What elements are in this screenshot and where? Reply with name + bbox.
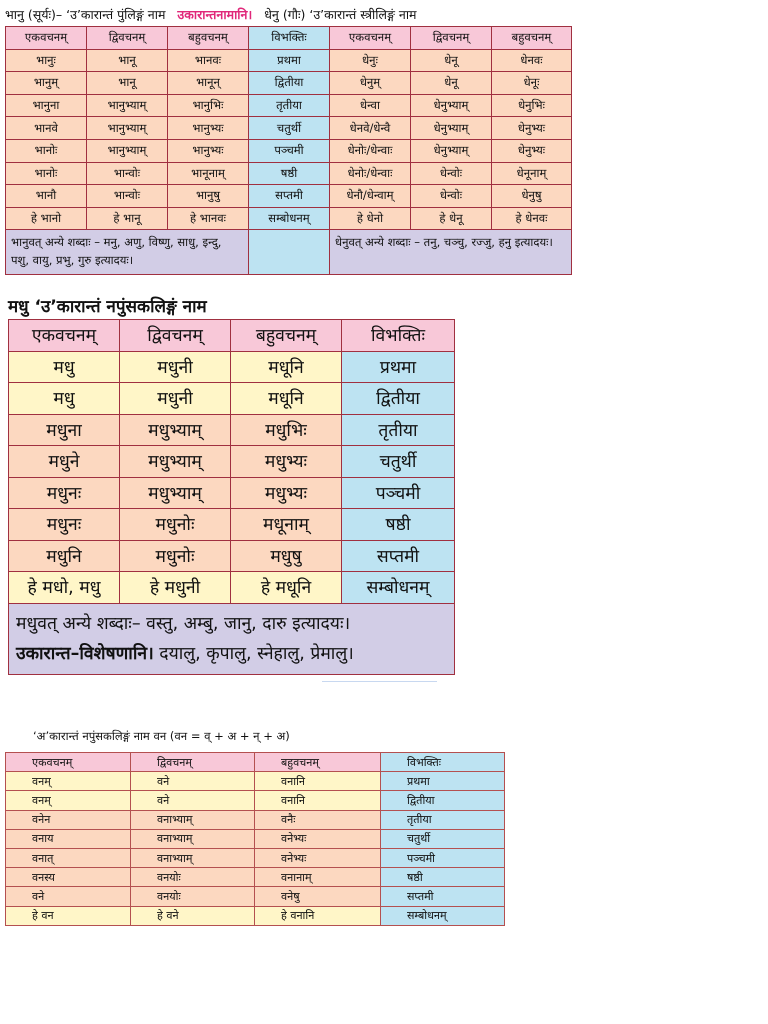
vibhakti-cell: तृतीया [249, 94, 330, 117]
madhu-form-cell: हे मधुनी [120, 572, 231, 604]
madhu-form-cell: मधुने [9, 446, 120, 478]
madhu-form-cell: मधुनोः [120, 509, 231, 541]
vana-form-cell: हे वनानि [255, 906, 381, 925]
dhenu-form-cell: धेनुभ्याम् [411, 139, 492, 162]
vana-form-cell: वनेन [6, 810, 131, 829]
dhenu-form-cell: धेनुभ्याम् [411, 117, 492, 140]
madhu-form-cell: मधुनि [9, 540, 120, 572]
vibhakti-cell: द्वितीया [381, 791, 505, 810]
vibhakti-cell: सम्बोधनम् [249, 207, 330, 230]
madhu-form-cell: मधूनाम् [231, 509, 342, 541]
dhenu-form-cell: धेनुभ्यः [492, 117, 572, 140]
vana-form-cell: वनेभ्यः [255, 848, 381, 867]
vana-form-cell: वनानाम् [255, 868, 381, 887]
table-row [6, 848, 505, 867]
bhanu-form-cell: भानुभ्यः [168, 117, 249, 140]
bhanu-form-cell: भानुभ्याम् [87, 94, 168, 117]
vibhakti-cell: पञ्चमी [342, 477, 455, 509]
vibhakti-cell: तृतीया [342, 414, 455, 446]
table-row [6, 906, 505, 925]
table-row [6, 185, 572, 208]
vana-form-cell: हे वने [131, 906, 255, 925]
header-vibhakti: विभक्तिः [249, 27, 330, 50]
dhenu-form-cell: धेनोः/धेन्वाः [330, 162, 411, 185]
bhanu-form-cell: भानवः [168, 49, 249, 72]
note-line-2 [16, 639, 447, 669]
header-vachana: द्विवचनम् [411, 27, 492, 50]
vana-form-cell: वनाभ्याम् [131, 829, 255, 848]
dhenu-form-cell: धेन्वा [330, 94, 411, 117]
bhanu-form-cell: भानू [87, 72, 168, 95]
madhu-form-cell: मधु [9, 351, 120, 383]
table-row [6, 887, 505, 906]
table-row [9, 572, 455, 604]
section1-title-highlight: उकारान्तनामानि। [177, 7, 253, 22]
vana-form-cell: वने [131, 772, 255, 791]
bhanu-form-cell: भानौ [6, 185, 87, 208]
divider-line [322, 681, 437, 682]
vana-form-cell: वने [131, 791, 255, 810]
dhenu-form-cell: धेनुम् [330, 72, 411, 95]
dhenu-form-cell: धेनोः/धेन्वाः [330, 139, 411, 162]
table-row [9, 351, 455, 383]
table-row [9, 509, 455, 541]
dhenu-form-cell: हे धेनू [411, 207, 492, 230]
table-row [6, 117, 572, 140]
table-row [6, 162, 572, 185]
table-row [6, 139, 572, 162]
table-header-row [6, 753, 505, 772]
vibhakti-cell: षष्ठी [381, 868, 505, 887]
header-vachana: एकवचनम् [330, 27, 411, 50]
vibhakti-cell: सप्तमी [381, 887, 505, 906]
table-row [9, 414, 455, 446]
bhanu-form-cell: हे भानू [87, 207, 168, 230]
vana-form-cell: वनानि [255, 772, 381, 791]
table-row [6, 829, 505, 848]
table-row [6, 207, 572, 230]
bhanu-form-cell: भानोः [6, 162, 87, 185]
dhenu-form-cell: धेनू [411, 49, 492, 72]
header-vachana: बहुवचनम् [231, 320, 342, 352]
header-vachana: एकवचनम् [9, 320, 120, 352]
bhanu-similar-words-note: भानुवत् अन्ये शब्दाः – मनु, अणु, विष्णु, साधु, इन्दु, पशु, वायु, प्रभु, गुरु इत्यादयः। [6, 230, 249, 275]
vibhakti-cell: सम्बोधनम् [381, 906, 505, 925]
bhanu-form-cell: भान्वोः [87, 162, 168, 185]
madhu-form-cell: मधुनः [9, 509, 120, 541]
bhanu-form-cell: भानोः [6, 139, 87, 162]
madhu-declension-table [8, 319, 455, 675]
madhu-form-cell: मधुभ्याम् [120, 446, 231, 478]
header-vibhakti: विभक्तिः [342, 320, 455, 352]
madhu-similar-words-note [9, 603, 455, 674]
bhanu-form-cell: भानूनाम् [168, 162, 249, 185]
dhenu-form-cell: धेनूनाम् [492, 162, 572, 185]
header-vachana: एकवचनम् [6, 753, 131, 772]
vana-form-cell: वनात् [6, 848, 131, 867]
vana-form-cell: वनस्य [6, 868, 131, 887]
vibhakti-cell: चतुर्थी [249, 117, 330, 140]
header-vachana: द्विवचनम् [131, 753, 255, 772]
dhenu-form-cell: धेनू [411, 72, 492, 95]
dhenu-form-cell: धेन्वोः [411, 185, 492, 208]
madhu-form-cell: मधुना [9, 414, 120, 446]
madhu-form-cell: मधूनि [231, 383, 342, 415]
bhanu-form-cell: भानुना [6, 94, 87, 117]
table-row [9, 540, 455, 572]
madhu-form-cell: मधुभिः [231, 414, 342, 446]
madhu-form-cell: मधुनः [9, 477, 120, 509]
table-row [9, 383, 455, 415]
madhu-form-cell: हे मधूनि [231, 572, 342, 604]
vana-form-cell: वनैः [255, 810, 381, 829]
vibhakti-cell: प्रथमा [381, 772, 505, 791]
vibhakti-cell: सप्तमी [342, 540, 455, 572]
dhenu-form-cell: धेनवे/धेन्वै [330, 117, 411, 140]
madhu-form-cell: मधूनि [231, 351, 342, 383]
adjectives-list: दयालु, कृपालु, स्नेहालु, प्रेमालु। [153, 643, 354, 664]
dhenu-form-cell: धेनुभ्यः [492, 139, 572, 162]
table-row [6, 49, 572, 72]
section1-title [5, 6, 417, 23]
table-row [6, 772, 505, 791]
header-vachana: एकवचनम् [6, 27, 87, 50]
madhu-form-cell: मधु [9, 383, 120, 415]
madhu-form-cell: मधुनी [120, 383, 231, 415]
dhenu-form-cell: धेनुभ्याम् [411, 94, 492, 117]
header-vachana: बहुवचनम् [255, 753, 381, 772]
table-row [6, 791, 505, 810]
vana-form-cell: वनम् [6, 772, 131, 791]
vana-form-cell: वनयोः [131, 887, 255, 906]
bhanu-form-cell: भानवे [6, 117, 87, 140]
dhenu-similar-words-note: धेनुवत् अन्ये शब्दाः – तनु, चञ्चु, रज्जु, हनु इत्यादयः। [330, 230, 572, 275]
dhenu-form-cell: धेनुः [330, 49, 411, 72]
madhu-form-cell: मधुभ्याम् [120, 414, 231, 446]
table-header-row [6, 27, 572, 50]
madhu-form-cell: मधुषु [231, 540, 342, 572]
vana-declension-table [5, 752, 505, 926]
dhenu-form-cell: धेनुभिः [492, 94, 572, 117]
vana-form-cell: वनेभ्यः [255, 829, 381, 848]
vibhakti-cell: प्रथमा [249, 49, 330, 72]
table-row [9, 477, 455, 509]
vibhakti-cell: द्वितीया [342, 383, 455, 415]
vibhakti-blank-cell [249, 230, 330, 275]
vana-form-cell: वनम् [6, 791, 131, 810]
vibhakti-cell: प्रथमा [342, 351, 455, 383]
bhanu-form-cell: भानुम् [6, 72, 87, 95]
bhanu-form-cell: भानुभ्यः [168, 139, 249, 162]
bhanu-form-cell: हे भानो [6, 207, 87, 230]
dhenu-form-cell: हे धेनो [330, 207, 411, 230]
bhanu-form-cell: भानुभिः [168, 94, 249, 117]
dhenu-form-cell: धेनौ/धेन्वाम् [330, 185, 411, 208]
dhenu-form-cell: धेनुषु [492, 185, 572, 208]
madhu-form-cell: मधुनोः [120, 540, 231, 572]
section2-title: मधु ‘उ’कारान्तं नपुंसकलिङ्गं नाम [8, 297, 207, 317]
bhanu-form-cell: भान्वोः [87, 185, 168, 208]
adjectives-label: उकारान्त–विशेषणानि। [16, 643, 154, 664]
section3-title: ‘अ’कारान्तं नपुंसकलिङ्गं नाम वन (वन = व् + अ + न् + अ) [33, 729, 290, 743]
vana-form-cell: वनाभ्याम् [131, 810, 255, 829]
vibhakti-cell: सप्तमी [249, 185, 330, 208]
vibhakti-cell: तृतीया [381, 810, 505, 829]
madhu-form-cell: मधुभ्याम् [120, 477, 231, 509]
vibhakti-cell: चतुर्थी [342, 446, 455, 478]
vana-form-cell: वनाभ्याम् [131, 848, 255, 867]
note-row [6, 230, 572, 275]
bhanu-form-cell: भानुभ्याम् [87, 139, 168, 162]
table-row [6, 810, 505, 829]
bhanu-form-cell: भानुः [6, 49, 87, 72]
vibhakti-cell: षष्ठी [342, 509, 455, 541]
vana-form-cell: वनाय [6, 829, 131, 848]
section1-title-part2: धेनु (गौः) ‘उ’कारान्तं स्त्रीलिङ्गं नाम [264, 7, 417, 22]
madhu-form-cell: हे मधो, मधु [9, 572, 120, 604]
header-vibhakti: विभक्तिः [381, 753, 505, 772]
table-row [6, 94, 572, 117]
header-vachana: बहुवचनम् [168, 27, 249, 50]
bhanu-form-cell: भानुषु [168, 185, 249, 208]
header-vachana: बहुवचनम् [492, 27, 572, 50]
bhanu-form-cell: भानुभ्याम् [87, 117, 168, 140]
note-line-1: मधुवत् अन्ये शब्दाः– वस्तु, अम्बु, जानु, दारु इत्यादयः। [16, 613, 351, 634]
bhanu-form-cell: हे भानवः [168, 207, 249, 230]
vibhakti-cell: सम्बोधनम् [342, 572, 455, 604]
vana-form-cell: हे वन [6, 906, 131, 925]
header-vachana: द्विवचनम् [120, 320, 231, 352]
vibhakti-cell: द्वितीया [249, 72, 330, 95]
dhenu-form-cell: हे धेनवः [492, 207, 572, 230]
vibhakti-cell: पञ्चमी [381, 848, 505, 867]
vibhakti-cell: पञ्चमी [249, 139, 330, 162]
bhanu-dhenu-declension-table [5, 26, 572, 275]
table-row [9, 446, 455, 478]
vibhakti-cell: चतुर्थी [381, 829, 505, 848]
vana-form-cell: वनानि [255, 791, 381, 810]
bhanu-form-cell: भानून् [168, 72, 249, 95]
dhenu-form-cell: धेन्वोः [411, 162, 492, 185]
madhu-form-cell: मधुभ्यः [231, 446, 342, 478]
table-row [6, 868, 505, 887]
vibhakti-cell: षष्ठी [249, 162, 330, 185]
madhu-form-cell: मधुनी [120, 351, 231, 383]
vana-form-cell: वनेषु [255, 887, 381, 906]
dhenu-form-cell: धेनूः [492, 72, 572, 95]
madhu-form-cell: मधुभ्यः [231, 477, 342, 509]
bhanu-form-cell: भानू [87, 49, 168, 72]
section1-title-part1: भानु (सूर्यः)– ‘उ’कारान्तं पुंलिङ्गं नाम [5, 7, 166, 22]
note-row [9, 603, 455, 674]
header-vachana: द्विवचनम् [87, 27, 168, 50]
vana-form-cell: वने [6, 887, 131, 906]
table-header-row [9, 320, 455, 352]
table-row [6, 72, 572, 95]
vana-form-cell: वनयोः [131, 868, 255, 887]
dhenu-form-cell: धेनवः [492, 49, 572, 72]
